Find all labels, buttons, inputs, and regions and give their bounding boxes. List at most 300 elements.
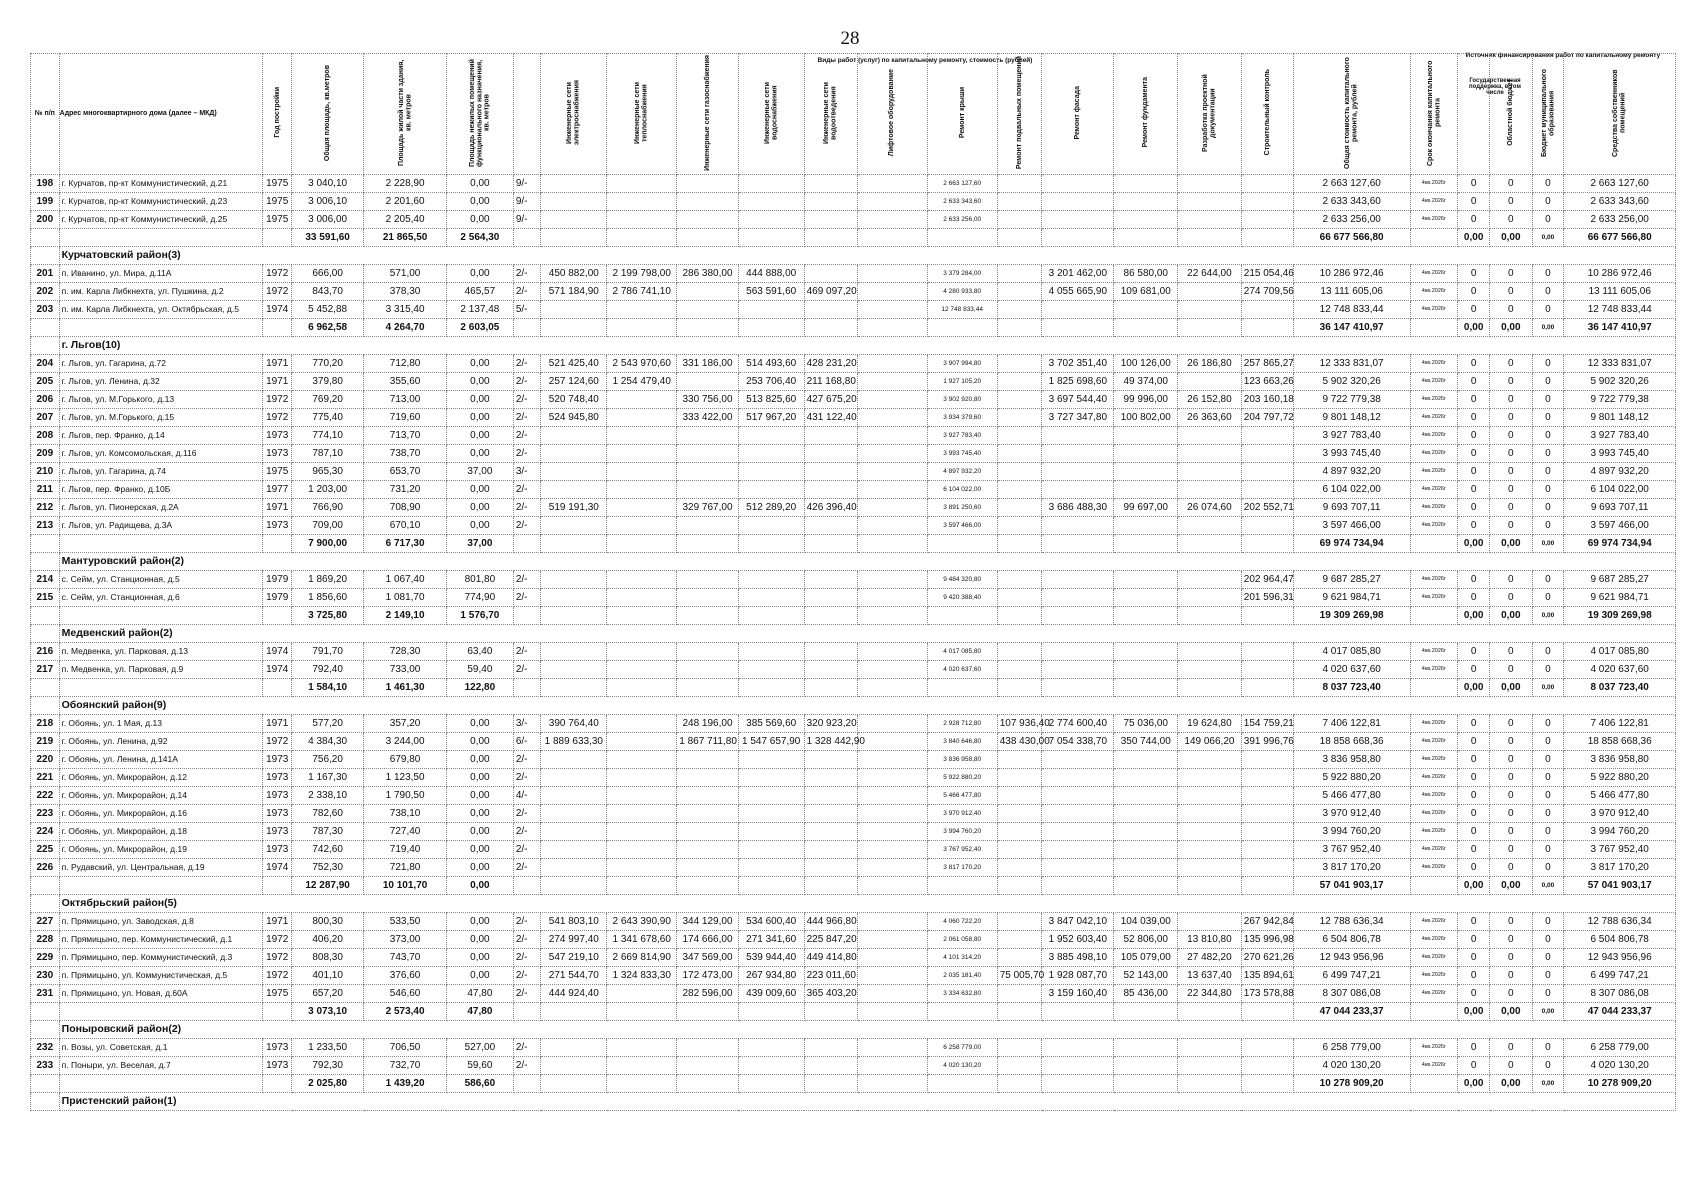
nonliving-area: 0,00: [446, 949, 513, 967]
total-area: 791,70: [292, 643, 364, 661]
building-address: п. Прямицыно, ул. Заводская, д.8: [59, 913, 263, 931]
work-cost: [804, 481, 857, 499]
cell-empty: [31, 1093, 60, 1111]
district-name: Пристенский район(1): [59, 1093, 1675, 1111]
cell-empty: [1178, 1075, 1242, 1093]
work-cost: [677, 463, 739, 481]
floors-count: 2/-: [513, 481, 541, 499]
work-cost: 3 702 351,40: [1042, 355, 1114, 373]
building-address: г. Обоянь, ул. Ленина, д.141А: [59, 751, 263, 769]
total-cost: 3 927 783,40: [1293, 427, 1410, 445]
floors-count: 2/-: [513, 805, 541, 823]
living-area: 719,60: [364, 409, 447, 427]
building-row: [31, 823, 1676, 841]
funding-value: 0: [1458, 1057, 1490, 1075]
living-area: 378,30: [364, 283, 447, 301]
floors-count: 2/-: [513, 985, 541, 1003]
work-cost: [541, 571, 607, 589]
total-cost: 8 037 723,40: [1293, 679, 1410, 697]
completion-term: 4кв.2026г: [1410, 283, 1458, 301]
funding-value: 9 621 984,71: [1564, 589, 1676, 607]
work-cost: [677, 427, 739, 445]
funding-value: 0: [1532, 391, 1564, 409]
cell-empty: [263, 229, 292, 247]
work-cost: [857, 391, 927, 409]
column-header: [738, 54, 804, 175]
funding-value: 0: [1490, 733, 1532, 751]
subtotal-row: [31, 679, 1676, 697]
work-cost: [541, 859, 607, 877]
nonliving-area: 0,00: [446, 391, 513, 409]
completion-term: 4кв.2026г: [1410, 661, 1458, 679]
work-cost: [541, 427, 607, 445]
total-area: 577,20: [292, 715, 364, 733]
work-cost: [607, 589, 677, 607]
funding-value: 0: [1458, 787, 1490, 805]
building-row: [31, 643, 1676, 661]
work-cost: 347 569,00: [677, 949, 739, 967]
funding-value: 0: [1490, 949, 1532, 967]
cell-empty: [31, 895, 60, 913]
work-cost: [997, 481, 1042, 499]
living-area: 731,20: [364, 481, 447, 499]
funding-value: 0: [1458, 283, 1490, 301]
building-row: [31, 805, 1676, 823]
work-cost: 1 927 105,20: [927, 373, 997, 391]
total-area: 401,10: [292, 967, 364, 985]
building-address: г. Льгов, ул. М.Горького, д.13: [59, 391, 263, 409]
column-header: [997, 54, 1042, 175]
total-area: 406,20: [292, 931, 364, 949]
work-cost: [738, 1039, 804, 1057]
work-cost: [1178, 769, 1242, 787]
district-name: Поныровский район(2): [59, 1021, 1675, 1039]
floors-count: 2/-: [513, 283, 541, 301]
cell-empty: [1410, 1075, 1458, 1093]
funding-value: 0,00: [1458, 229, 1490, 247]
column-header: [513, 54, 541, 175]
build-year: 1973: [263, 1039, 292, 1057]
work-cost: 1 825 698,60: [1042, 373, 1114, 391]
total-area: 3 073,10: [292, 1003, 364, 1021]
work-cost: [738, 175, 804, 193]
funding-value: 0,00: [1490, 319, 1532, 337]
work-cost: [677, 787, 739, 805]
district-name: Курчатовский район(3): [59, 247, 1675, 265]
work-cost: 444 966,80: [804, 913, 857, 931]
funding-value: 0: [1458, 751, 1490, 769]
nonliving-area: 0,00: [446, 769, 513, 787]
funding-value: 0: [1532, 589, 1564, 607]
build-year: 1972: [263, 409, 292, 427]
work-cost: 385 569,60: [738, 715, 804, 733]
build-year: 1972: [263, 931, 292, 949]
header-row: [31, 54, 1676, 175]
row-number: 205: [31, 373, 60, 391]
cell-empty: [1241, 679, 1293, 697]
work-cost: [1241, 301, 1293, 319]
column-header-text: Бюджет муниципального образования: [1540, 68, 1555, 157]
work-cost: [541, 301, 607, 319]
funding-value: 6 258 779,00: [1564, 1039, 1676, 1057]
total-area: 766,90: [292, 499, 364, 517]
work-cost: [541, 517, 607, 535]
building-address: г. Льгов, ул. Ленина, д.32: [59, 373, 263, 391]
total-cost: 12 748 833,44: [1293, 301, 1410, 319]
floors-count: 2/-: [513, 949, 541, 967]
work-cost: 1 952 603,40: [1042, 931, 1114, 949]
work-cost: 344 129,00: [677, 913, 739, 931]
funding-value: 4 020 130,20: [1564, 1057, 1676, 1075]
nonliving-area: 0,00: [446, 481, 513, 499]
work-cost: [541, 1057, 607, 1075]
funding-value: 0: [1458, 913, 1490, 931]
building-row: [31, 985, 1676, 1003]
district-row: [31, 697, 1676, 715]
cell-empty: [1410, 1003, 1458, 1021]
work-cost: 3 902 920,80: [927, 391, 997, 409]
work-cost: 519 191,30: [541, 499, 607, 517]
work-cost: 204 797,72: [1241, 409, 1293, 427]
funding-value: 0,00: [1458, 1003, 1490, 1021]
work-cost: 3 334 632,80: [927, 985, 997, 1003]
building-row: [31, 283, 1676, 301]
completion-term: 4кв.2026г: [1410, 517, 1458, 535]
nonliving-area: 0,00: [446, 787, 513, 805]
work-cost: [677, 805, 739, 823]
cell-empty: [857, 679, 927, 697]
total-cost: 12 333 831,07: [1293, 355, 1410, 373]
funding-value: 9 687 285,27: [1564, 571, 1676, 589]
work-cost: [738, 427, 804, 445]
work-cost: [541, 643, 607, 661]
funding-value: 0: [1532, 931, 1564, 949]
cell-empty: [607, 535, 677, 553]
work-cost: [857, 445, 927, 463]
funding-value: 5 922 880,20: [1564, 769, 1676, 787]
work-cost: [738, 1057, 804, 1075]
cell-empty: [513, 877, 541, 895]
cell-empty: [31, 1021, 60, 1039]
cell-empty: [677, 679, 739, 697]
work-cost: [541, 841, 607, 859]
funding-value: 0: [1532, 517, 1564, 535]
work-cost: [1042, 751, 1114, 769]
cell-empty: [804, 1003, 857, 1021]
work-cost: 330 756,00: [677, 391, 739, 409]
column-header-text: Инженерные сети электроснабжения: [566, 80, 581, 146]
completion-term: 4кв.2026г: [1410, 805, 1458, 823]
funding-value: 57 041 903,17: [1564, 877, 1676, 895]
floors-count: 2/-: [513, 931, 541, 949]
row-number: 221: [31, 769, 60, 787]
cell-empty: [804, 229, 857, 247]
building-row: [31, 427, 1676, 445]
column-header: [1490, 54, 1532, 175]
work-cost: [1042, 643, 1114, 661]
work-cost: 75 005,70: [997, 967, 1042, 985]
column-header: [1293, 54, 1410, 175]
work-cost: 257 865,27: [1241, 355, 1293, 373]
cell-empty: [1114, 877, 1178, 895]
living-area: 713,00: [364, 391, 447, 409]
total-area: 3 725,80: [292, 607, 364, 625]
building-row: [31, 787, 1676, 805]
nonliving-area: 2 603,05: [446, 319, 513, 337]
build-year: 1973: [263, 841, 292, 859]
work-cost: [1178, 481, 1242, 499]
work-cost: [607, 175, 677, 193]
work-cost: [997, 805, 1042, 823]
building-row: [31, 373, 1676, 391]
work-cost: [1241, 643, 1293, 661]
work-cost: 2 663 127,60: [927, 175, 997, 193]
nonliving-area: 0,00: [446, 265, 513, 283]
cell-empty: [541, 679, 607, 697]
work-cost: [541, 193, 607, 211]
work-cost: 267 934,80: [738, 967, 804, 985]
work-cost: 5 922 880,20: [927, 769, 997, 787]
completion-term: 4кв.2026г: [1410, 949, 1458, 967]
work-cost: [857, 301, 927, 319]
total-cost: 3 836 958,80: [1293, 751, 1410, 769]
funding-value: 0: [1532, 967, 1564, 985]
building-row: [31, 733, 1676, 751]
work-cost: 2 035 181,40: [927, 967, 997, 985]
work-cost: 2 669 814,90: [607, 949, 677, 967]
work-cost: 86 580,00: [1114, 265, 1178, 283]
funding-value: 0,00: [1532, 319, 1564, 337]
subtotal-row: [31, 877, 1676, 895]
total-cost: 5 466 477,80: [1293, 787, 1410, 805]
cell-empty: [1114, 319, 1178, 337]
work-cost: 6 258 779,00: [927, 1039, 997, 1057]
cell-empty: [31, 1075, 60, 1093]
work-cost: 450 882,00: [541, 265, 607, 283]
floors-count: 2/-: [513, 643, 541, 661]
work-cost: 539 944,40: [738, 949, 804, 967]
funding-value: 0: [1490, 265, 1532, 283]
nonliving-area: 0,00: [446, 751, 513, 769]
nonliving-area: 0,00: [446, 967, 513, 985]
funding-value: 3 970 912,40: [1564, 805, 1676, 823]
living-area: 1 439,20: [364, 1075, 447, 1093]
floors-count: 2/-: [513, 445, 541, 463]
floors-count: 3/-: [513, 463, 541, 481]
floors-count: 9/-: [513, 193, 541, 211]
nonliving-area: 0,00: [446, 211, 513, 229]
work-cost: [607, 715, 677, 733]
building-address: п. Возы, ул. Советская, д.1: [59, 1039, 263, 1057]
funding-value: 3 993 745,40: [1564, 445, 1676, 463]
funding-value: 0,00: [1458, 679, 1490, 697]
work-cost: [1178, 643, 1242, 661]
work-cost: [997, 445, 1042, 463]
work-cost: 1 547 657,90: [738, 733, 804, 751]
work-cost: 3 885 498,10: [1042, 949, 1114, 967]
row-number: 200: [31, 211, 60, 229]
work-cost: [1178, 517, 1242, 535]
nonliving-area: 59,40: [446, 661, 513, 679]
total-area: 379,80: [292, 373, 364, 391]
work-cost: [997, 517, 1042, 535]
funding-value: 0: [1490, 913, 1532, 931]
work-cost: [677, 769, 739, 787]
work-cost: 5 466 477,80: [927, 787, 997, 805]
cell-empty: [31, 229, 60, 247]
funding-value: 0,00: [1490, 607, 1532, 625]
work-cost: 3 201 462,00: [1042, 265, 1114, 283]
cell-empty: [1042, 229, 1114, 247]
cell-empty: [59, 1075, 263, 1093]
cell-empty: [31, 697, 60, 715]
work-cost: [997, 175, 1042, 193]
cell-empty: [513, 1003, 541, 1021]
floors-count: 2/-: [513, 769, 541, 787]
funding-value: 0,00: [1532, 679, 1564, 697]
cell-empty: [738, 535, 804, 553]
cell-empty: [541, 535, 607, 553]
work-cost: 512 289,20: [738, 499, 804, 517]
build-year: 1979: [263, 589, 292, 607]
build-year: 1974: [263, 301, 292, 319]
work-cost: [1114, 175, 1178, 193]
total-area: 3 006,10: [292, 193, 364, 211]
funding-value: 0: [1490, 985, 1532, 1003]
completion-term: 4кв.2026г: [1410, 1057, 1458, 1075]
building-address: с. Сейм, ул. Станционная, д.5: [59, 571, 263, 589]
work-cost: [738, 463, 804, 481]
funding-value: 0: [1532, 661, 1564, 679]
work-cost: [997, 841, 1042, 859]
row-number: 208: [31, 427, 60, 445]
work-cost: 22 644,00: [1178, 265, 1242, 283]
work-cost: [857, 805, 927, 823]
cell-empty: [541, 877, 607, 895]
cell-empty: [1410, 607, 1458, 625]
work-cost: [677, 859, 739, 877]
work-cost: 2 061 058,80: [927, 931, 997, 949]
work-cost: [607, 733, 677, 751]
cell-empty: [1042, 877, 1114, 895]
work-cost: [541, 211, 607, 229]
living-area: 728,30: [364, 643, 447, 661]
work-cost: [607, 985, 677, 1003]
work-cost: [857, 859, 927, 877]
funding-value: 0: [1532, 985, 1564, 1003]
work-cost: 1 254 479,40: [607, 373, 677, 391]
work-cost: [738, 643, 804, 661]
subtotal-row: [31, 229, 1676, 247]
work-cost: [857, 193, 927, 211]
cell-empty: [857, 607, 927, 625]
work-cost: 563 591,60: [738, 283, 804, 301]
build-year: 1972: [263, 265, 292, 283]
work-cost: 109 681,00: [1114, 283, 1178, 301]
funding-value: 0: [1532, 301, 1564, 319]
funding-value: 36 147 410,97: [1564, 319, 1676, 337]
build-year: 1973: [263, 1057, 292, 1075]
work-cost: [1114, 859, 1178, 877]
living-area: 721,80: [364, 859, 447, 877]
cell-empty: [263, 877, 292, 895]
funding-value: 12 788 636,34: [1564, 913, 1676, 931]
district-name: г. Льгов(10): [59, 337, 1675, 355]
works-group-header: Виды работ (услуг) по капитальному ремонту, стоимость (рублей): [760, 57, 1090, 64]
work-cost: [804, 463, 857, 481]
total-area: 775,40: [292, 409, 364, 427]
work-cost: [857, 499, 927, 517]
work-cost: [804, 265, 857, 283]
work-cost: [1114, 1039, 1178, 1057]
cell-empty: [997, 535, 1042, 553]
building-address: п. Иванино, ул. Мира, д.11А: [59, 265, 263, 283]
work-cost: 271 341,60: [738, 931, 804, 949]
funding-value: 3 597 466,00: [1564, 517, 1676, 535]
total-cost: 4 020 130,20: [1293, 1057, 1410, 1075]
work-cost: 2 786 741,10: [607, 283, 677, 301]
cell-empty: [31, 319, 60, 337]
living-area: 571,00: [364, 265, 447, 283]
work-cost: [1178, 1039, 1242, 1057]
work-cost: [1241, 769, 1293, 787]
work-cost: 1 889 633,30: [541, 733, 607, 751]
work-cost: 3 934 379,60: [927, 409, 997, 427]
cell-empty: [31, 535, 60, 553]
column-header: [927, 54, 997, 175]
funding-value: 18 858 668,36: [1564, 733, 1676, 751]
funding-value: 0: [1490, 517, 1532, 535]
funding-value: 0: [1458, 769, 1490, 787]
work-cost: 211 168,80: [804, 373, 857, 391]
work-cost: [738, 751, 804, 769]
funding-value: 0: [1532, 193, 1564, 211]
cell-empty: [927, 877, 997, 895]
total-area: 5 452,88: [292, 301, 364, 319]
building-row: [31, 355, 1676, 373]
total-cost: 3 597 466,00: [1293, 517, 1410, 535]
total-area: 2 338,10: [292, 787, 364, 805]
work-cost: [1178, 913, 1242, 931]
work-cost: [1241, 1039, 1293, 1057]
cell-empty: [1178, 607, 1242, 625]
completion-term: 4кв.2026г: [1410, 913, 1458, 931]
work-cost: [1114, 751, 1178, 769]
completion-term: 4кв.2026г: [1410, 193, 1458, 211]
building-row: [31, 463, 1676, 481]
cell-empty: [59, 877, 263, 895]
column-header-text: Лифтовое оборудование: [888, 69, 896, 157]
work-cost: 1 928 087,70: [1042, 967, 1114, 985]
funding-value: 5 466 477,80: [1564, 787, 1676, 805]
nonliving-area: 586,60: [446, 1075, 513, 1093]
cell-empty: [541, 229, 607, 247]
total-cost: 9 621 984,71: [1293, 589, 1410, 607]
cell-empty: [857, 535, 927, 553]
funding-value: 0: [1458, 931, 1490, 949]
total-area: 657,20: [292, 985, 364, 1003]
cell-empty: [1042, 319, 1114, 337]
work-cost: 517 967,20: [738, 409, 804, 427]
work-cost: [997, 823, 1042, 841]
work-cost: 428 231,20: [804, 355, 857, 373]
work-cost: [541, 463, 607, 481]
funding-value: 0: [1458, 373, 1490, 391]
work-cost: [541, 823, 607, 841]
work-cost: [738, 769, 804, 787]
build-year: 1973: [263, 805, 292, 823]
floors-count: 2/-: [513, 571, 541, 589]
